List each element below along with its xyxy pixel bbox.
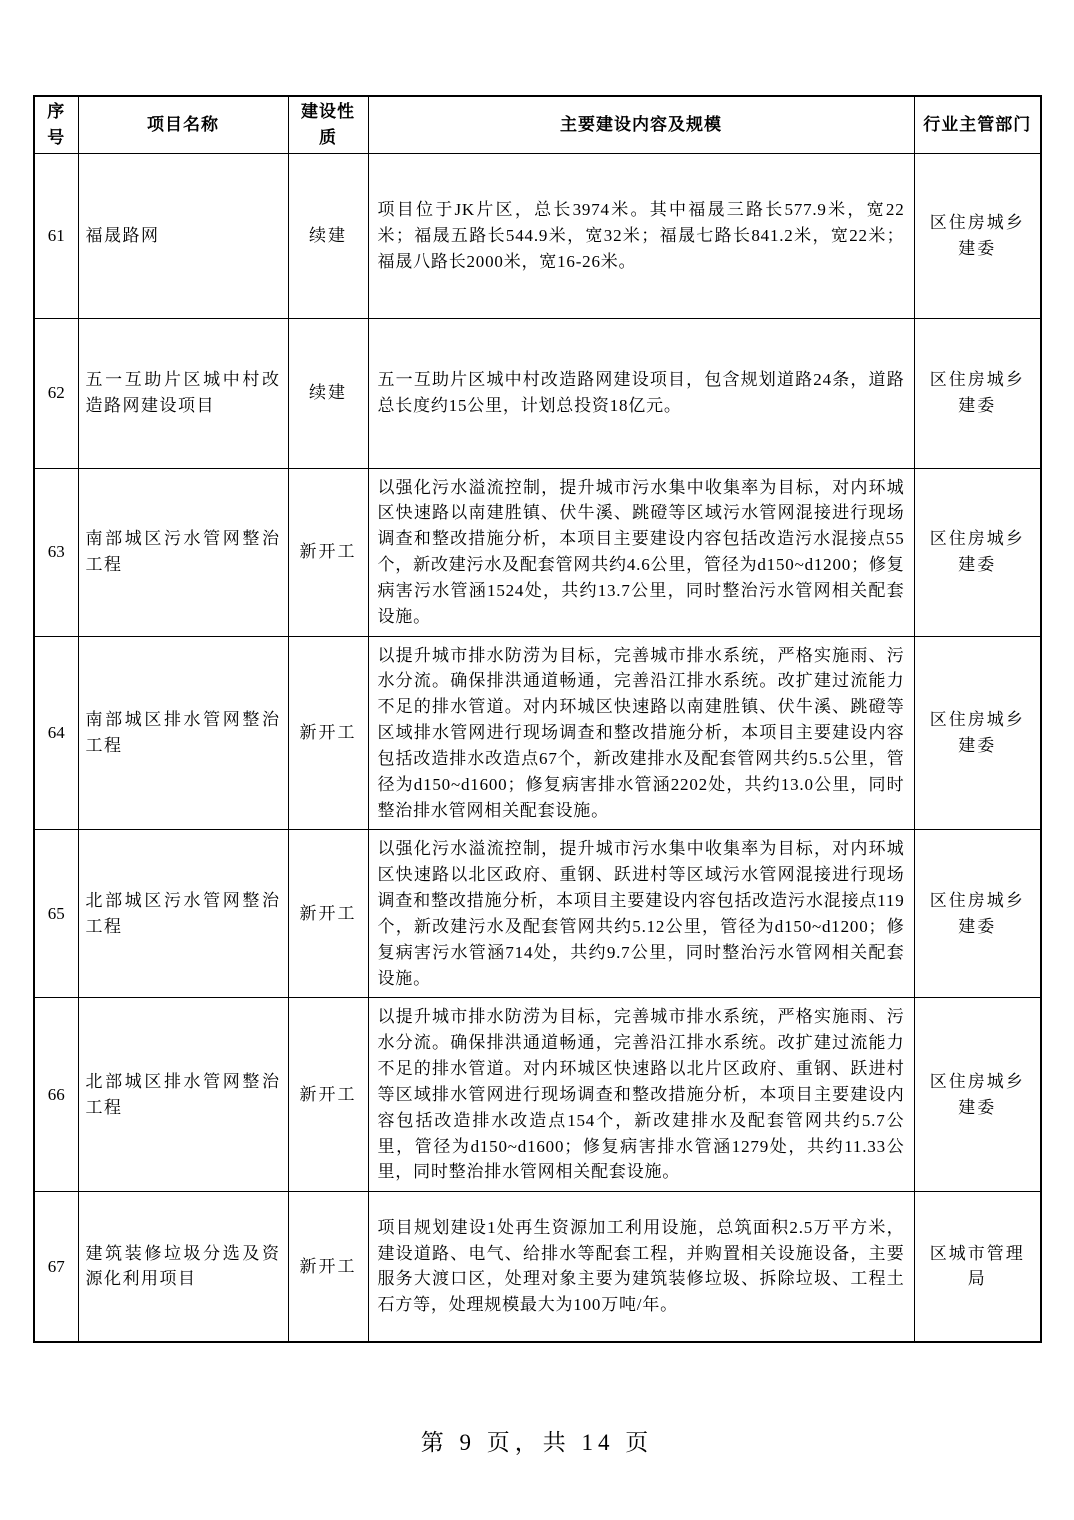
page-footer — [0, 1424, 1074, 1457]
cell-department: 区城市管理局 — [914, 1192, 1041, 1342]
project-table — [33, 95, 1042, 1343]
table-row — [34, 318, 1041, 468]
cell-content: 项目位于JK片区，总长3974米。其中福晟三路长577.9米，宽22米；福晟五路长544.9米，宽32米；福晟七路长841.2米，宽22米；福晟八路长2000米，宽16-26米。 — [368, 153, 914, 318]
table-header-row — [34, 96, 1041, 153]
cell-department: 区住房城乡建委 — [914, 636, 1041, 830]
cell-project-name: 建筑装修垃圾分选及资源化利用项目 — [78, 1192, 288, 1342]
cell-nature: 新开工 — [288, 998, 368, 1192]
table-row — [34, 153, 1041, 318]
cell-nature: 续建 — [288, 318, 368, 468]
cell-content: 以提升城市排水防涝为目标，完善城市排水系统，严格实施雨、污水分流。确保排洪通道畅通，完善沿江排水系统。改扩建过流能力不足的排水管道。对内环城区快速路以南建胜镇、伏牛溪、跳磴等区域排水管网进行现场调查和整改措施分析，本项目主要建设内容包括改造排水改造点67个，新改建排水及配套管网共约5.5公里，管径为d150~d1600；修复病害排水管涵2202处，共约13.0公里，同时整治排水管网相关配套设施。 — [368, 636, 914, 830]
header-cell-content: 主要建设内容及规模 — [368, 96, 914, 153]
cell-project-name: 南部城区污水管网整治工程 — [78, 468, 288, 636]
cell-content: 以强化污水溢流控制，提升城市污水集中收集率为目标，对内环城区快速路以北区政府、重钢、跃进村等区域污水管网混接进行现场调查和整改措施分析，本项目主要建设内容包括改造污水混接点119个，新改建污水及配套管网共约5.12公里，管径为d150~d1200；修复病害污水管涵714处，共约9.7公里，同时整治污水管网相关配套设施。 — [368, 830, 914, 998]
cell-nature: 新开工 — [288, 468, 368, 636]
cell-department: 区住房城乡建委 — [914, 998, 1041, 1192]
cell-no: 67 — [34, 1192, 78, 1342]
cell-project-name: 北部城区污水管网整治工程 — [78, 830, 288, 998]
header-cell-department: 行业主管部门 — [914, 96, 1041, 153]
cell-nature: 新开工 — [288, 830, 368, 998]
table-row — [34, 636, 1041, 830]
cell-no: 63 — [34, 468, 78, 636]
cell-nature: 新开工 — [288, 636, 368, 830]
cell-department: 区住房城乡建委 — [914, 153, 1041, 318]
cell-project-name: 福晟路网 — [78, 153, 288, 318]
table-row — [34, 998, 1041, 1192]
cell-content: 五一互助片区城中村改造路网建设项目，包含规划道路24条，道路总长度约15公里，计划总投资18亿元。 — [368, 318, 914, 468]
header-cell-nature: 建设性质 — [288, 96, 368, 153]
cell-project-name: 北部城区排水管网整治工程 — [78, 998, 288, 1192]
cell-no: 64 — [34, 636, 78, 830]
cell-project-name: 五一互助片区城中村改造路网建设项目 — [78, 318, 288, 468]
cell-content: 以提升城市排水防涝为目标，完善城市排水系统，严格实施雨、污水分流。确保排洪通道畅通，完善沿江排水系统。改扩建过流能力不足的排水管道。对内环城区快速路以北片区政府、重钢、跃进村等区域排水管网进行现场调查和整改措施分析，本项目主要建设内容包括改造排水改造点154个，新改建排水及配套管网共约5.7公里，管径为d150~d1600；修复病害排水管涵1279处，共约11.33公里，同时整治排水管网相关配套设施。 — [368, 998, 914, 1192]
cell-project-name: 南部城区排水管网整治工程 — [78, 636, 288, 830]
cell-no: 61 — [34, 153, 78, 318]
table-body — [34, 153, 1041, 1342]
table-row — [34, 830, 1041, 998]
cell-nature: 续建 — [288, 153, 368, 318]
header-cell-no: 序号 — [34, 96, 78, 153]
cell-no: 62 — [34, 318, 78, 468]
cell-nature: 新开工 — [288, 1192, 368, 1342]
cell-content: 项目规划建设1处再生资源加工利用设施，总筑面积2.5万平方米，建设道路、电气、给排水等配套工程，并购置相关设施设备，主要服务大渡口区，处理对象主要为建筑装修垃圾、拆除垃圾、工程土石方等，处理规模最大为100万吨/年。 — [368, 1192, 914, 1342]
cell-content: 以强化污水溢流控制，提升城市污水集中收集率为目标，对内环城区快速路以南建胜镇、伏牛溪、跳磴等区域污水管网混接进行现场调查和整改措施分析，本项目主要建设内容包括改造污水混接点55个，新改建污水及配套管网共约4.6公里，管径为d150~d1200；修复病害污水管涵1524处，共约13.7公里，同时整治污水管网相关配套设施。 — [368, 468, 914, 636]
cell-no: 65 — [34, 830, 78, 998]
table-row — [34, 468, 1041, 636]
cell-no: 66 — [34, 998, 78, 1192]
cell-department: 区住房城乡建委 — [914, 830, 1041, 998]
table-row — [34, 1192, 1041, 1342]
header-cell-project-name: 项目名称 — [78, 96, 288, 153]
page-number-text: 第 9 页，共 14 页 — [420, 1430, 654, 1455]
cell-department: 区住房城乡建委 — [914, 318, 1041, 468]
cell-department: 区住房城乡建委 — [914, 468, 1041, 636]
